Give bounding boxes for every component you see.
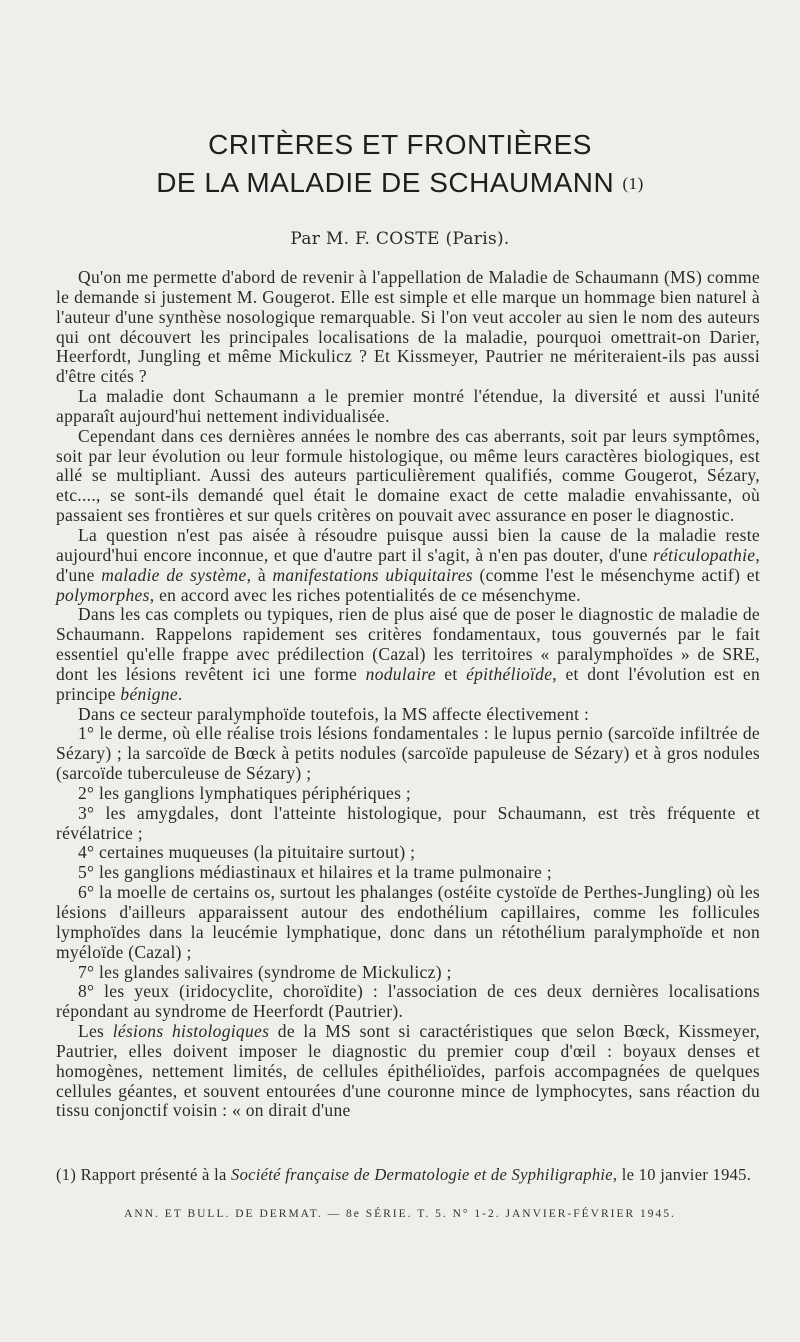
title-line-2 bbox=[0, 164, 800, 203]
article-body bbox=[56, 268, 760, 1121]
paragraph-4: La question n'est pas aisée à résoudre puisque aussi bien la cause de la maladie reste aujourd'hui encore inconnue, et que d'autre part il s'agit, à n'en pas douter, d'une réticulopathie, d'une maladie de système, à manifestations ubiquitaires (comme l'est le mésenchyme actif) et polymorphes, en accord avec les riches potentialités de ce mésenchyme. bbox=[56, 524, 761, 605]
list-item-5: 5° les ganglions médiastinaux et hilaires et la trame pulmonaire ; bbox=[78, 862, 552, 883]
list-item-2: 2° les ganglions lymphatiques périphériques ; bbox=[78, 782, 412, 803]
paragraph-2: La maladie dont Schaumann a le premier montré l'étendue, la diversité et aussi l'unité apparaît aujourd'hui nettement individualisée. bbox=[56, 386, 760, 426]
footnote: (1) Rapport présenté à la Société française de Dermatologie et de Syphiligraphie, le 10 janvier 1945. bbox=[56, 1165, 752, 1184]
author-line: Par M. F. COSTE (Paris). bbox=[290, 229, 510, 249]
article-title bbox=[0, 126, 800, 203]
list-item-4: 4° certaines muqueuses (la pituitaire surtout) ; bbox=[78, 842, 416, 863]
italic-term: épithélioïde bbox=[466, 663, 553, 684]
list-item-1: 1° le derme, où elle réalise trois lésions fondamentales : le lupus pernio (sarcoïde infiltrée de Sézary) ; la sarcoïde de Bœck à petits nodules (sarcoïde papuleuse de Sézary) et à gros nodules (sarcoïde tuberculeuse de Sézary) ; bbox=[56, 723, 760, 784]
list-item-7: 7° les glandes salivaires (syndrome de Mickulicz) ; bbox=[78, 961, 452, 982]
paragraph-7: Les lésions histologiques de la MS sont si caractéristiques que selon Bœck, Kissmeyer, Pautrier, elles doivent imposer le diagnostic du premier coup d'œil : boyaux denses et homogènes, nettement limités, de cellules épithélioïdes, parfois accompagnées de quelques cellules géantes, et souvent entourées d'une couronne mince de lymphocytes, sans réaction du tissu conjonctif voisin : « on dirait d'une bbox=[56, 1021, 761, 1121]
paragraph-5: Dans les cas complets ou typiques, rien de plus aisé que de poser le diagnostic de maladie de Schaumann. Rappelons rapidement ses critères fondamentaux, tous gouvernés par le fait essentiel qu'elle frappe avec prédilection (Cazal) les territoires « paralymphoïdes » de SRE, dont les lésions revêtent ici une forme nodulaire et épithélioïde, et dont l'évolution est en principe bénigne. bbox=[56, 604, 761, 704]
list-item-3: 3° les amygdales, dont l'atteinte histologique, pour Schaumann, est très fréquente et révélatrice ; bbox=[56, 802, 760, 843]
paragraph-6: Dans ce secteur paralymphoïde toutefois, la MS affecte électivement : bbox=[78, 703, 590, 724]
paragraph-1: Qu'on me permette d'abord de revenir à l'appellation de Maladie de Schaumann (MS) comme le demande si justement M. Gougerot. Elle est simple et elle marque un hommage bien naturel à l'auteur d'une synthèse nosologique remarquable. Si l'on veut accoler au sien le nom des auteurs qui ont découvert les principales localisations de la maladie, pourquoi omettrait-on Darier, Heerfordt, Jungling et même Mickulicz ? Et Kissmeyer, Pautrier ne mériteraient-ils pas aussi d'être cités ? bbox=[56, 267, 760, 387]
running-footer: ANN. ET BULL. DE DERMAT. — 8e SÉRIE. T. 5. N° 1-2. JANVIER-FÉVRIER 1945. bbox=[124, 1208, 676, 1220]
list-item-8: 8° les yeux (iridocyclite, choroïdite) : l'association de ces deux dernières localisations répondant au syndrome de Heerfordt (Pautrier). bbox=[56, 981, 760, 1022]
italic-term: lésions histologiques bbox=[112, 1021, 270, 1042]
italic-term: nodulaire bbox=[365, 663, 436, 684]
paragraph-3: Cependant dans ces dernières années le nombre des cas aberrants, soit par leurs symptômes, soit par leur évolution ou leur formule histologique, ou même leurs caractères biologiques, est allé se multipliant. Aussi des auteurs particulièrement qualifiés, comme Gougerot, Sézary, etc...., se sont-ils demandé quel était le domaine exact de cette maladie envahissante, où passaient ses frontières et sur quels critères on pouvait avec assurance en poser le diagnostic. bbox=[56, 425, 760, 526]
title-line-1: CRITÈRES ET FRONTIÈRES bbox=[208, 129, 592, 160]
italic-term: Société française de Dermatologie et de Syphiligraphie bbox=[231, 1165, 613, 1184]
italic-term: manifestations ubiquitaires bbox=[272, 564, 473, 585]
italic-term: polymorphes bbox=[56, 584, 150, 605]
title-line-2-text: DE LA MALADIE DE SCHAUMANN bbox=[156, 167, 615, 198]
italic-term: maladie de système bbox=[101, 564, 247, 585]
title-footnote-marker: (1) bbox=[622, 174, 644, 193]
list-item-6: 6° la moelle de certains os, surtout les phalanges (ostéite cystoïde de Perthes-Jungling) où les lésions d'ailleurs apparaissent autour des endothélium capillaires, comme les follicules lymphoïdes dans la leucémie lymphatique, donc dans un rétothélium paralymphoïde et non myéloïde (Cazal) ; bbox=[56, 882, 760, 962]
italic-term: bénigne bbox=[120, 683, 178, 704]
italic-term: réticulopathie bbox=[652, 544, 756, 565]
